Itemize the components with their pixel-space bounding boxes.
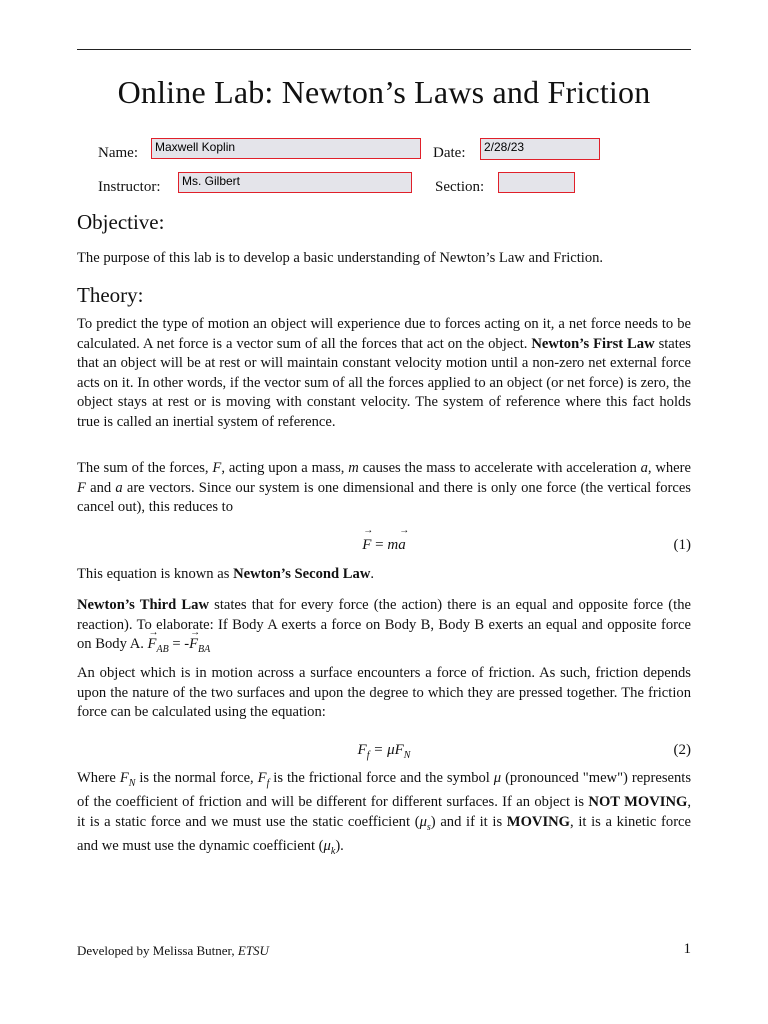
theory-paragraph-1: To predict the type of motion an object will experience due to forces acting on it, a net force needs to be calculated. A net force is a vector sum of all the forces that act on the object. Newton’s First Law states that an object will be at rest or will maintain constant velocity motion until a non-zero net external force acts on it. In other words, if the vector sum of all the forces applied to an object (or net force) is zero, the object stays at rest or is moving with constant velocity. The system of reference where this fact holds true is called an inertial system of reference. [77,316,691,430]
name-label: Name: [98,145,138,161]
instructor-field[interactable]: Ms. Gilbert [178,172,412,193]
date-field[interactable]: 2/28/23 [480,138,600,160]
theory-heading: Theory: [77,283,144,307]
equation-2-number: (2) [673,742,691,758]
equation-2: $F_f = \mu F_N$ (2) [357,742,691,761]
objective-heading: Objective: [77,210,165,234]
section-label: Section: [435,179,485,195]
equation-1: → F = m→ a (1) [77,537,691,557]
footer-credit: Developed by Melissa Butner, ETSU [77,943,269,958]
name-field[interactable]: Maxwell Koplin [151,138,421,159]
date-label: Date: [433,145,466,161]
theory-paragraph-6: Where $F_N$ is the normal force, $F_f$ is the frictional force and the symbol μ (pronounced "mew") represents of the coefficient of friction and will be different for different surfaces. If an object is NOT MOVING, it is a static force and we must use the static coefficient $(\mu_s)$ and if it is MOVING, it is a kinetic force and we must use the dynamic coefficient $(\mu_k)$. [77,770,692,858]
objective-text: The purpose of this lab is to develop a basic understanding of Newton’s Law and Friction. [77,250,604,266]
page-title: Online Lab: Newton’s Laws and Friction [117,74,651,110]
page-number: 1 [683,941,691,957]
instructor-label: Instructor: [98,179,161,195]
equation-1-number: (1) [673,537,691,553]
theory-paragraph-4: Newton’s Third Law states that for every force (the action) there is an equal and opposite force (the reaction). To elaborate: If Body A exerts a force on Body B, Body B exerts an equal and opposite force on Body A. → $F_{AB}$ = -→ $F_{BA}$ [77,596,691,659]
theory-paragraph-5: An object which is in motion across a surface encounters a force of friction. As such, friction depends upon the nature of the two surfaces and upon the degree to which they are pressed together. The friction force can be calculated using the equation: [77,665,691,720]
theory-paragraph-2: The sum of the forces, F, acting upon a mass, m causes the mass to accelerate with acceleration a, where F and a are vectors. Since our system is one dimensional and there is only one force (the vertical forces cancel out), this reduces to [77,460,691,515]
top-rule [77,49,691,50]
section-field[interactable] [498,172,575,193]
theory-paragraph-3: This equation is known as Newton’s Second Law. [77,566,375,582]
